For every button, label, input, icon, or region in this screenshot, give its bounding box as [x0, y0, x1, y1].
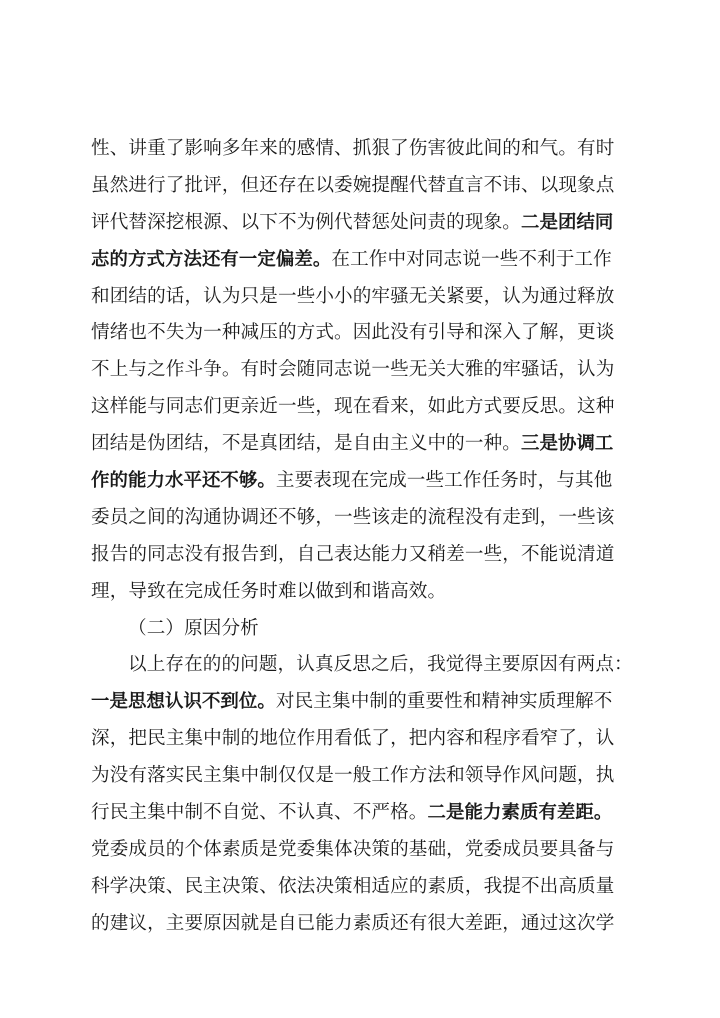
bold-point: 一是思想认识不到位。	[91, 691, 276, 713]
text-line: 作的能力水平还不够。主要表现在完成一些工作任务时，与其他	[91, 470, 613, 492]
text-line: 科学决策、民主决策、依法决策相适应的素质，我提不出高质量	[91, 875, 615, 897]
text-line: 为没有落实民主集中制仅仅是一般工作方法和领导作风问题，执	[91, 765, 615, 787]
text-line: 不上与之作斗争。有时会随同志说一些无关大雅的牢骚话，认为	[91, 359, 615, 381]
text-line: 以上存在的的问题，认真反思之后，我觉得主要原因有两点：	[128, 654, 633, 676]
text-line: 一是思想认识不到位。对民主集中制的重要性和精神实质理解不	[91, 691, 613, 713]
bold-point: 三是协调工	[520, 433, 614, 455]
text-line: 情绪也不失为一种减压的方式。因此没有引导和深入了解，更谈	[91, 322, 615, 344]
text-line: 报告的同志没有报告到，自己表达能力又稍差一些，不能说清道	[91, 543, 615, 565]
text-line: 评代替深挖根源、以下不为例代替惩处问责的现象。二是团结同	[91, 211, 614, 233]
bold-point: 志的方式方法还有一定偏差。	[91, 248, 332, 270]
text-line: 和团结的话，认为只是一些小小的牢骚无关紧要，认为通过释放	[91, 285, 615, 307]
text-line: 党委成员的个体素质是党委集体决策的基础，党委成员要具备与	[91, 838, 615, 860]
text-line: 行民主集中制不自觉、不认真、不严格。二是能力素质有差距。	[91, 802, 613, 824]
text-line: 虽然进行了批评，但还存在以委婉提醒代替直言不讳、以现象点	[91, 174, 615, 196]
bold-point: 二是团结同	[520, 211, 614, 233]
text-line: 性、讲重了影响多年来的感情、抓狠了伤害彼此间的和气。有时	[91, 138, 615, 159]
text-line: 这样能与同志们更亲近一些，现在看来，如此方式要反思。这种	[91, 396, 615, 418]
bold-point: 二是能力素质有差距。	[427, 802, 613, 824]
text-line: 理，导致在完成任务时难以做到和谐高效。	[91, 580, 447, 602]
text-line: 的建议，主要原因就是自已能力素质还有很大差距，通过这次学	[91, 912, 615, 934]
text-line: 志的方式方法还有一定偏差。在工作中对同志说一些不利于工作	[91, 248, 612, 270]
text-line: 委员之间的沟通协调还不够，一些该走的流程没有走到，一些该	[91, 506, 615, 528]
text-line: 深，把民主集中制的地位作用看低了，把内容和程序看窄了，认	[91, 728, 615, 750]
body-text	[91, 131, 631, 943]
section-heading: （二）原因分析	[128, 617, 259, 639]
text-line: 团结是伪团结，不是真团结，是自由主义中的一种。三是协调工	[91, 433, 614, 455]
bold-point: 作的能力水平还不够。	[91, 470, 276, 492]
